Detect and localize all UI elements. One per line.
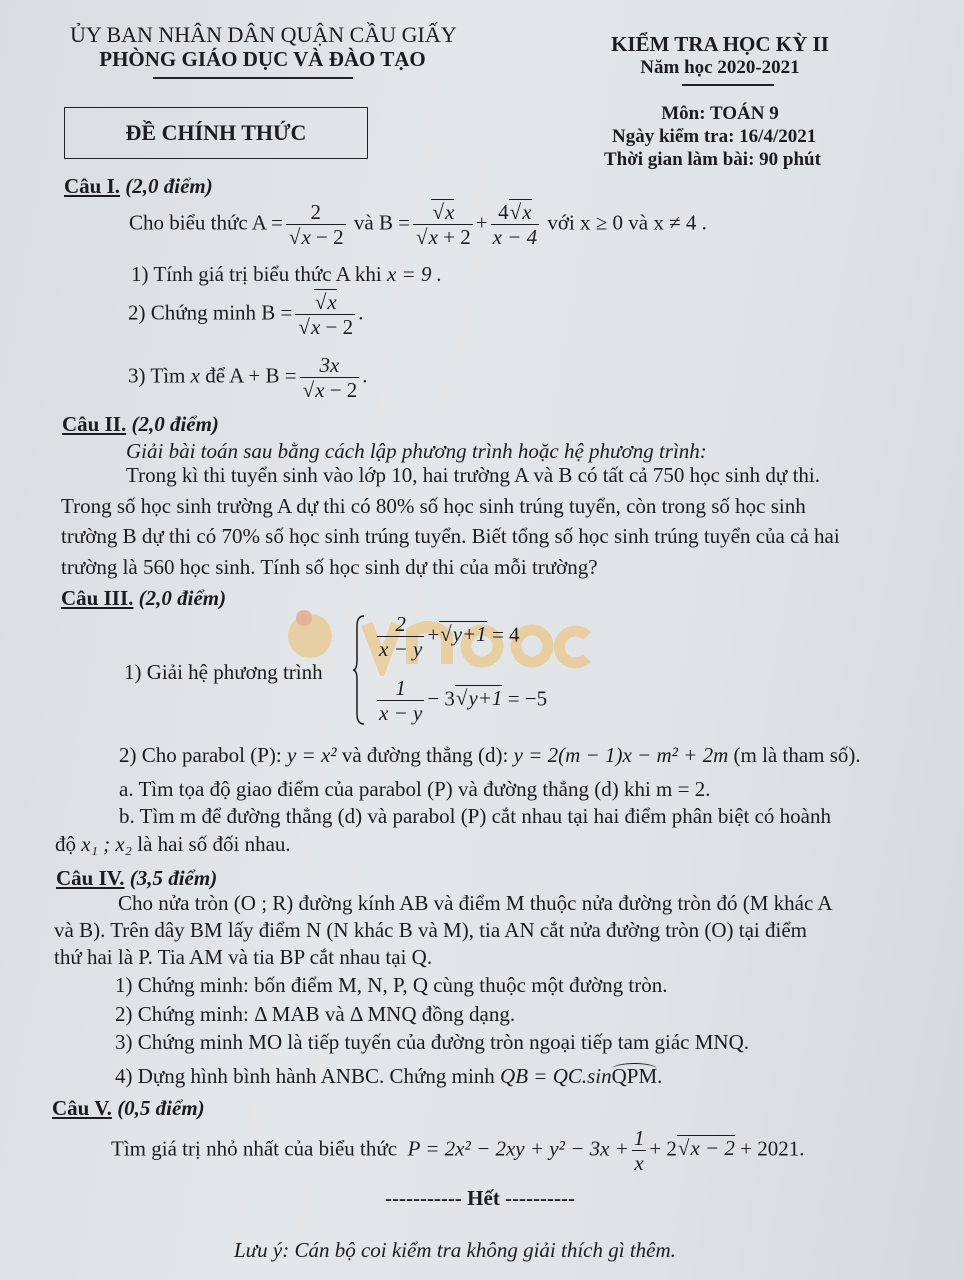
question-1-heading (64, 174, 213, 199)
question-4-heading: Câu IV. (3,5 điểm) (56, 866, 218, 890)
q3-part-2b: b. Tìm m để đường thẳng (d) và parabol (P) cắt nhau tại hai điểm phân biệt có hoành (119, 804, 831, 828)
question-2-heading: Câu II. (2,0 điểm) (62, 412, 219, 436)
q1-part-1: 1) Tính giá trị biểu thức A khi x = 9 . (131, 262, 442, 286)
system-equation-2: $\frac{1}{x - y}$ − 3√ y+1 = −5 (374, 676, 547, 725)
official-label: ĐỀ CHÍNH THỨC (64, 107, 368, 159)
q3-part-1: 1) Giải hệ phương trình (124, 660, 323, 684)
header-authority: ỦY BAN NHÂN DÂN QUẬN CẦU GIẤY (70, 22, 457, 47)
footer-note: Lưu ý: Cán bộ coi kiểm tra không giải thích gì thêm. (234, 1238, 676, 1262)
q3-part-2: 2) Cho parabol (P): y = x² và đường thẳng (d): y = 2(m − 1)x − m² + 2m (m là tham số). (119, 743, 861, 767)
system-brace (352, 614, 366, 726)
school-year: Năm học 2020-2021 (640, 57, 800, 78)
exam-date: Ngày kiểm tra: 16/4/2021 (612, 126, 817, 147)
q1-intro: Cho biểu thức (129, 210, 248, 235)
q4-item: 3) Chứng minh MO là tiếp tuyến của đường tròn ngoại tiếp tam giác MNQ. (115, 1030, 750, 1054)
q4-line: thứ hai là P. Tia AM và tia BP cắt nhau tại Q. (54, 945, 433, 969)
b-fraction-2: $\frac{4√ x}{x - 4}$ (491, 200, 540, 249)
q1-expressions: Cho biểu thức A = 2 √ x − 2 và B = √ x √ x + 2 + $\frac{4√ x}{x - 4}$ với x ≥ 0 và x ≠ 4 . (129, 200, 707, 249)
q1-part-3: 3) Tìm x để A + B = 3x √ x − 2 . (128, 353, 368, 402)
system-equation-1: $\frac{2}{x - y}$ +√ y+1 = 4 (374, 612, 520, 661)
q4-item: 2) Chứng minh: Δ MAB và Δ MNQ đồng dạng. (115, 1002, 516, 1026)
a-label: A = (251, 210, 283, 235)
q1-part-2: 2) Chứng minh B = √ x √ x − 2 . (128, 290, 363, 339)
header-divider (153, 77, 353, 79)
question-3-heading: Câu III. (2,0 điểm) (61, 586, 227, 610)
q2-line: trường là 560 học sinh. Tính số học sinh dự thi của mỗi trường? (61, 555, 598, 579)
angle-qpm: QPM (611, 1064, 658, 1088)
subject: Môn: TOÁN 9 (661, 103, 779, 124)
and-text: và (353, 210, 374, 235)
q4-line: Cho nửa tròn (O ; R) đường kính AB và điểm M thuộc nửa đường tròn đó (M khác A (118, 891, 833, 915)
header-department: PHÒNG GIÁO DỤC VÀ ĐÀO TẠO (99, 47, 426, 71)
b-fraction-1: √ x √ x + 2 (413, 200, 473, 249)
question-points: (2,0 điểm) (125, 174, 213, 198)
a-fraction: 2 √ x − 2 (286, 200, 346, 249)
q5-text: Tìm giá trị nhỏ nhất của biểu thức P = 2x² − 2xy + y² − 3x + $\frac{1}{x}$ + 2√ x − 2 + 2021. (111, 1126, 805, 1175)
exam-title: KIỂM TRA HỌC KỲ II (611, 32, 829, 56)
end-marker: ----------- Hết ---------- (384, 1186, 575, 1210)
question-5-heading: Câu V. (0,5 điểm) (52, 1096, 205, 1120)
q4-item-4: 4) Dựng hình bình hành ANBC. Chứng minh QB = QC.sinQPM. (115, 1064, 663, 1088)
q4-item: 1) Chứng minh: bốn điểm M, N, P, Q cùng thuộc một đường tròn. (115, 973, 668, 997)
duration: Thời gian làm bài: 90 phút (604, 149, 821, 170)
q2-instruction: Giải bài toán sau bằng cách lập phương trình hoặc hệ phương trình: (126, 439, 707, 463)
header-divider-right (682, 84, 774, 86)
q4-line: và B). Trên dây BM lấy điểm N (N khác B và M), tia AN cắt nửa đường tròn (O) tại điểm (54, 918, 807, 942)
condition: với x ≥ 0 và x ≠ 4 . (547, 210, 707, 235)
q2-line: trường B dự thi có 70% số học sinh trúng tuyển. Biết tổng số học sinh trúng tuyển của cả hai (61, 524, 840, 548)
question-label: Câu I. (64, 174, 121, 198)
b-label: B = (378, 210, 411, 235)
q3-part-2a: a. Tìm tọa độ giao điểm của parabol (P) và đường thẳng (d) khi m = 2. (119, 777, 711, 801)
q2-line: Trong số học sinh trường A dự thi có 80% số học sinh trúng tuyển, còn trong số học sinh (61, 494, 806, 518)
q2-line: Trong kì thi tuyển sinh vào lớp 10, hai trường A và B có tất cả 750 học sinh dự thi. (126, 463, 820, 487)
q3-part-2b-cont: độ x₁ ; x₂ là hai số đối nhau. (55, 832, 291, 856)
